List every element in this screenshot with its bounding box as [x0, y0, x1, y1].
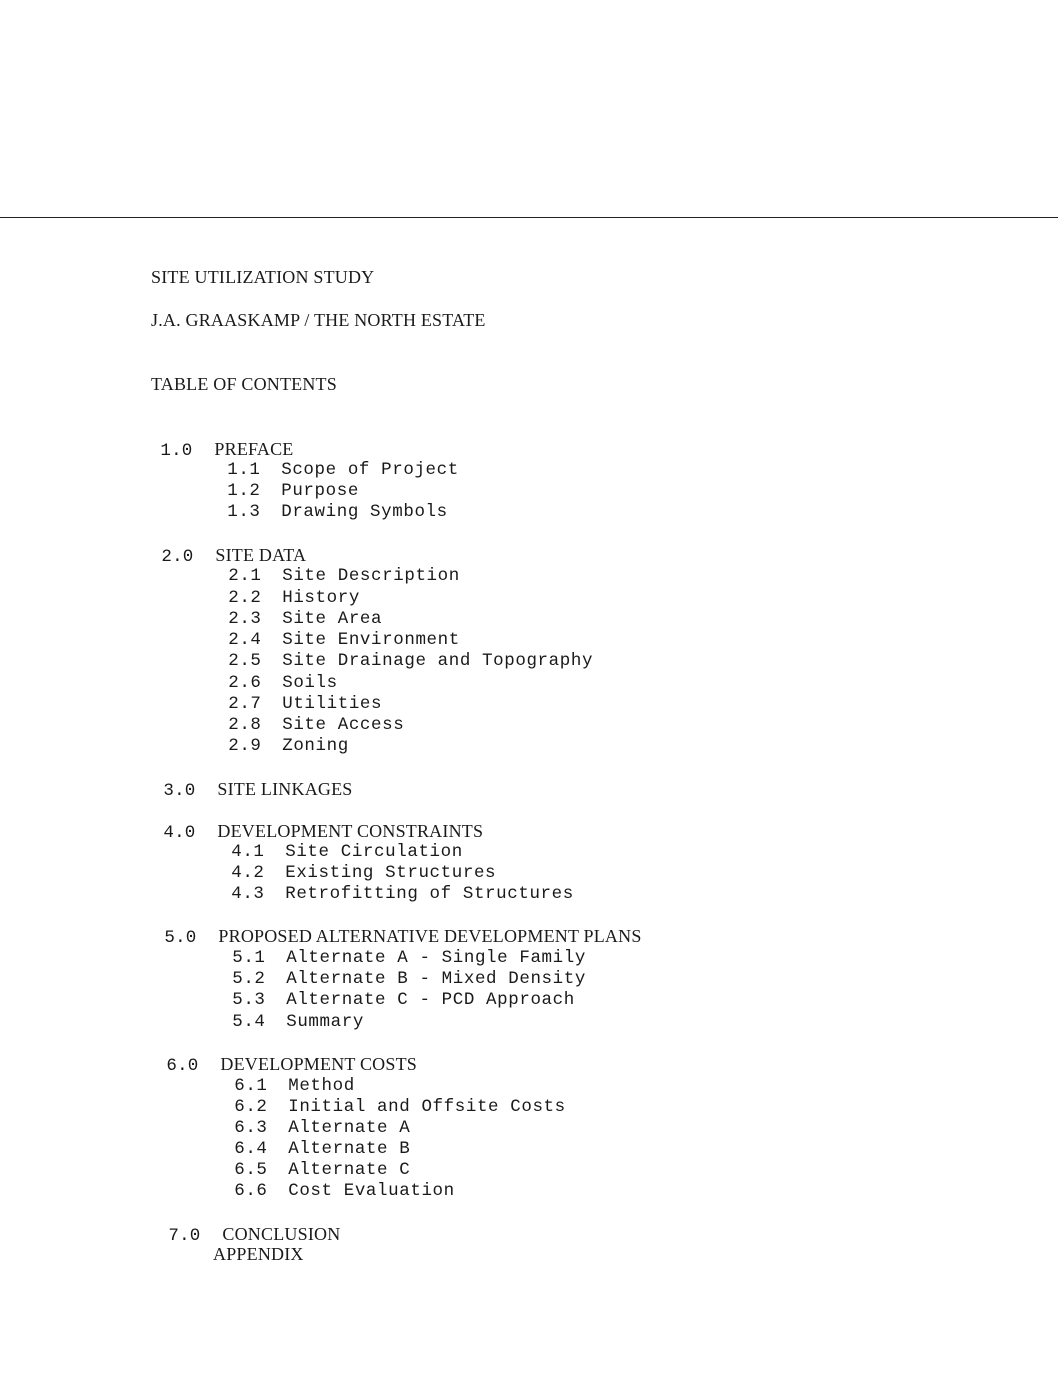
item-title: Alternate A — [288, 1118, 411, 1138]
item-title: Existing Structures — [285, 863, 497, 883]
item-number: 1.3 — [227, 502, 261, 522]
toc-item — [205, 479, 448, 523]
toc-item — [206, 713, 349, 757]
section-title: CONCLUSION — [222, 1224, 341, 1244]
section-number: 4.0 — [163, 823, 196, 843]
section-number: 3.0 — [163, 781, 196, 801]
item-title: Scope of Project — [281, 460, 459, 480]
item-title: Cost Evaluation — [288, 1181, 455, 1201]
item-number: 4.2 — [231, 863, 265, 883]
section-title: DEVELOPMENT COSTS — [220, 1054, 417, 1074]
item-title: Soils — [282, 673, 338, 693]
toc-item — [212, 1158, 455, 1202]
section-number: 7.0 — [168, 1226, 201, 1246]
item-number: 5.1 — [232, 948, 266, 968]
section-number: 1.0 — [160, 441, 193, 461]
item-number: 4.3 — [231, 884, 265, 904]
item-title: Alternate B — [288, 1139, 411, 1159]
item-number: 4.1 — [231, 842, 265, 862]
item-number: 2.3 — [228, 609, 262, 629]
item-number: 6.1 — [234, 1076, 268, 1096]
item-title: Method — [288, 1076, 355, 1096]
item-title: History — [282, 588, 360, 608]
item-title: Retrofitting of Structures — [285, 884, 574, 904]
item-number: 2.6 — [228, 673, 262, 693]
item-title: Alternate C - PCD Approach — [286, 990, 575, 1010]
item-title: Site Description — [282, 566, 460, 586]
item-number: 6.4 — [234, 1139, 268, 1159]
item-title: Purpose — [281, 481, 359, 501]
item-number: 6.5 — [234, 1160, 268, 1180]
item-title: Site Area — [282, 609, 383, 629]
item-number: 2.9 — [228, 736, 262, 756]
item-number: 5.3 — [232, 990, 266, 1010]
item-number: 5.4 — [232, 1012, 266, 1032]
toc-section — [154, 756, 353, 802]
item-number: 6.2 — [234, 1097, 268, 1117]
item-title: Summary — [286, 1012, 364, 1032]
toc-item — [210, 989, 364, 1033]
section-title: PROPOSED ALTERNATIVE DEVELOPMENT PLANS — [218, 926, 642, 946]
toc-section — [159, 1201, 340, 1247]
item-number: 6.3 — [234, 1118, 268, 1138]
item-title: Alternate A - Single Family — [286, 948, 586, 968]
item-title: Drawing Symbols — [281, 502, 448, 522]
section-title: PREFACE — [214, 439, 294, 459]
item-number: 2.8 — [228, 715, 262, 735]
section-number: 5.0 — [164, 928, 197, 948]
item-number: 1.2 — [227, 481, 261, 501]
document-title: SITE UTILIZATION STUDY — [151, 267, 375, 287]
item-number: 1.1 — [227, 460, 261, 480]
item-title: Initial and Offsite Costs — [288, 1097, 566, 1117]
author-line: J.A. GRAASKAMP / THE NORTH ESTATE — [151, 310, 486, 330]
item-number: 2.2 — [228, 588, 262, 608]
section-title: SITE LINKAGES — [217, 779, 353, 799]
item-title: Utilities — [282, 694, 383, 714]
section-title: SITE DATA — [215, 545, 307, 565]
item-title: Site Circulation — [285, 842, 463, 862]
toc-item — [209, 861, 574, 905]
item-title: Alternate B - Mixed Density — [286, 969, 586, 989]
item-title: Site Access — [282, 715, 405, 735]
appendix-label: APPENDIX — [213, 1244, 304, 1264]
item-title: Site Environment — [282, 630, 460, 650]
item-number: 6.6 — [234, 1181, 268, 1201]
item-title: Zoning — [282, 736, 349, 756]
section-number: 6.0 — [166, 1056, 199, 1076]
item-title: Site Drainage and Topography — [282, 651, 594, 671]
section-title: DEVELOPMENT CONSTRAINTS — [217, 821, 484, 841]
header-rule — [0, 217, 1058, 218]
toc-heading: TABLE OF CONTENTS — [151, 374, 337, 394]
item-number: 2.5 — [228, 651, 262, 671]
item-number: 2.1 — [228, 566, 262, 586]
section-number: 2.0 — [161, 547, 194, 567]
item-number: 2.7 — [228, 694, 262, 714]
item-number: 2.4 — [228, 630, 262, 650]
item-number: 5.2 — [232, 969, 266, 989]
item-title: Alternate C — [288, 1160, 411, 1180]
